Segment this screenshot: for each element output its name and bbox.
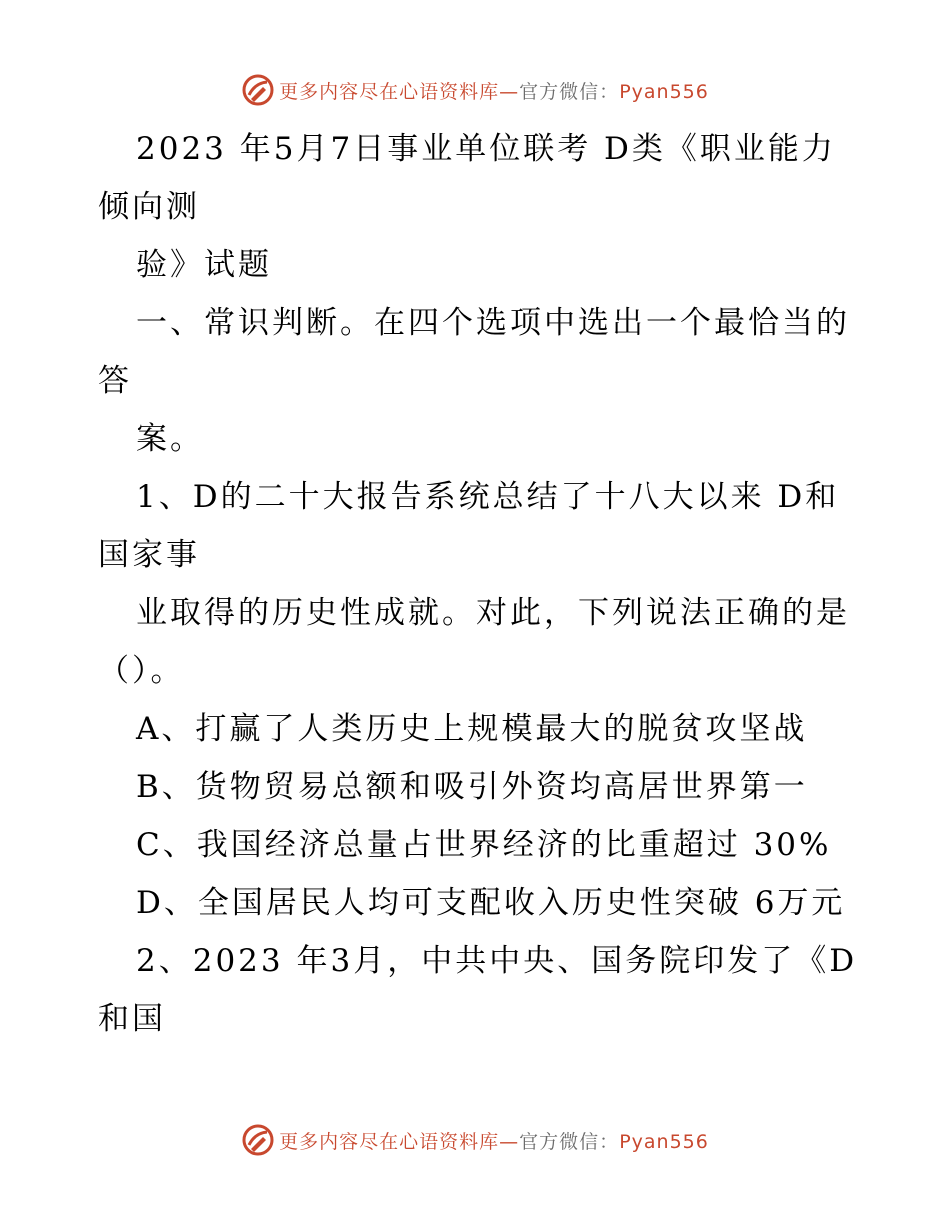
doc-line: B、货物贸易总额和吸引外资均高居世界第一 xyxy=(136,769,808,805)
doc-line: C、我国经济总量占世界经济的比重超过 30% xyxy=(136,827,832,863)
watermark-text: 更多内容尽在心语资料库—官方微信：Pyan556 xyxy=(279,1130,709,1153)
doc-line: 2、2023 年3月，中共中央、国务院印发了《D xyxy=(136,943,858,979)
doc-line: 案。 xyxy=(136,421,204,457)
doc-line: 国家事 xyxy=(98,537,200,573)
watermark-text: 更多内容尽在心语资料库—官方微信：Pyan556 xyxy=(279,80,709,103)
doc-line: 和国 xyxy=(98,1001,166,1037)
header-watermark-banner xyxy=(0,70,950,110)
doc-line: D、全国居民人均可支配收入历史性突破 6万元 xyxy=(136,885,846,921)
doc-line: 答 xyxy=(98,363,132,399)
doc-line: 倾向测 xyxy=(98,189,200,225)
doc-line: 1、D的二十大报告系统总结了十八大以来 D和 xyxy=(136,479,840,515)
doc-line: A、打赢了人类历史上规模最大的脱贫攻坚战 xyxy=(136,711,808,747)
doc-line: （）。 xyxy=(98,653,185,689)
footer-watermark-banner xyxy=(0,1120,950,1160)
doc-line: 业取得的历史性成就。对此，下列说法正确的是 xyxy=(136,595,850,631)
doc-line: 验》试题 xyxy=(136,247,272,283)
doc-line: 一、常识判断。在四个选项中选出一个最恰当的 xyxy=(136,305,850,341)
pen-logo-icon xyxy=(241,1123,275,1157)
pen-logo-icon xyxy=(241,73,275,107)
doc-line: 2023 年5月7日事业单位联考 D类《职业能力 xyxy=(136,131,836,167)
